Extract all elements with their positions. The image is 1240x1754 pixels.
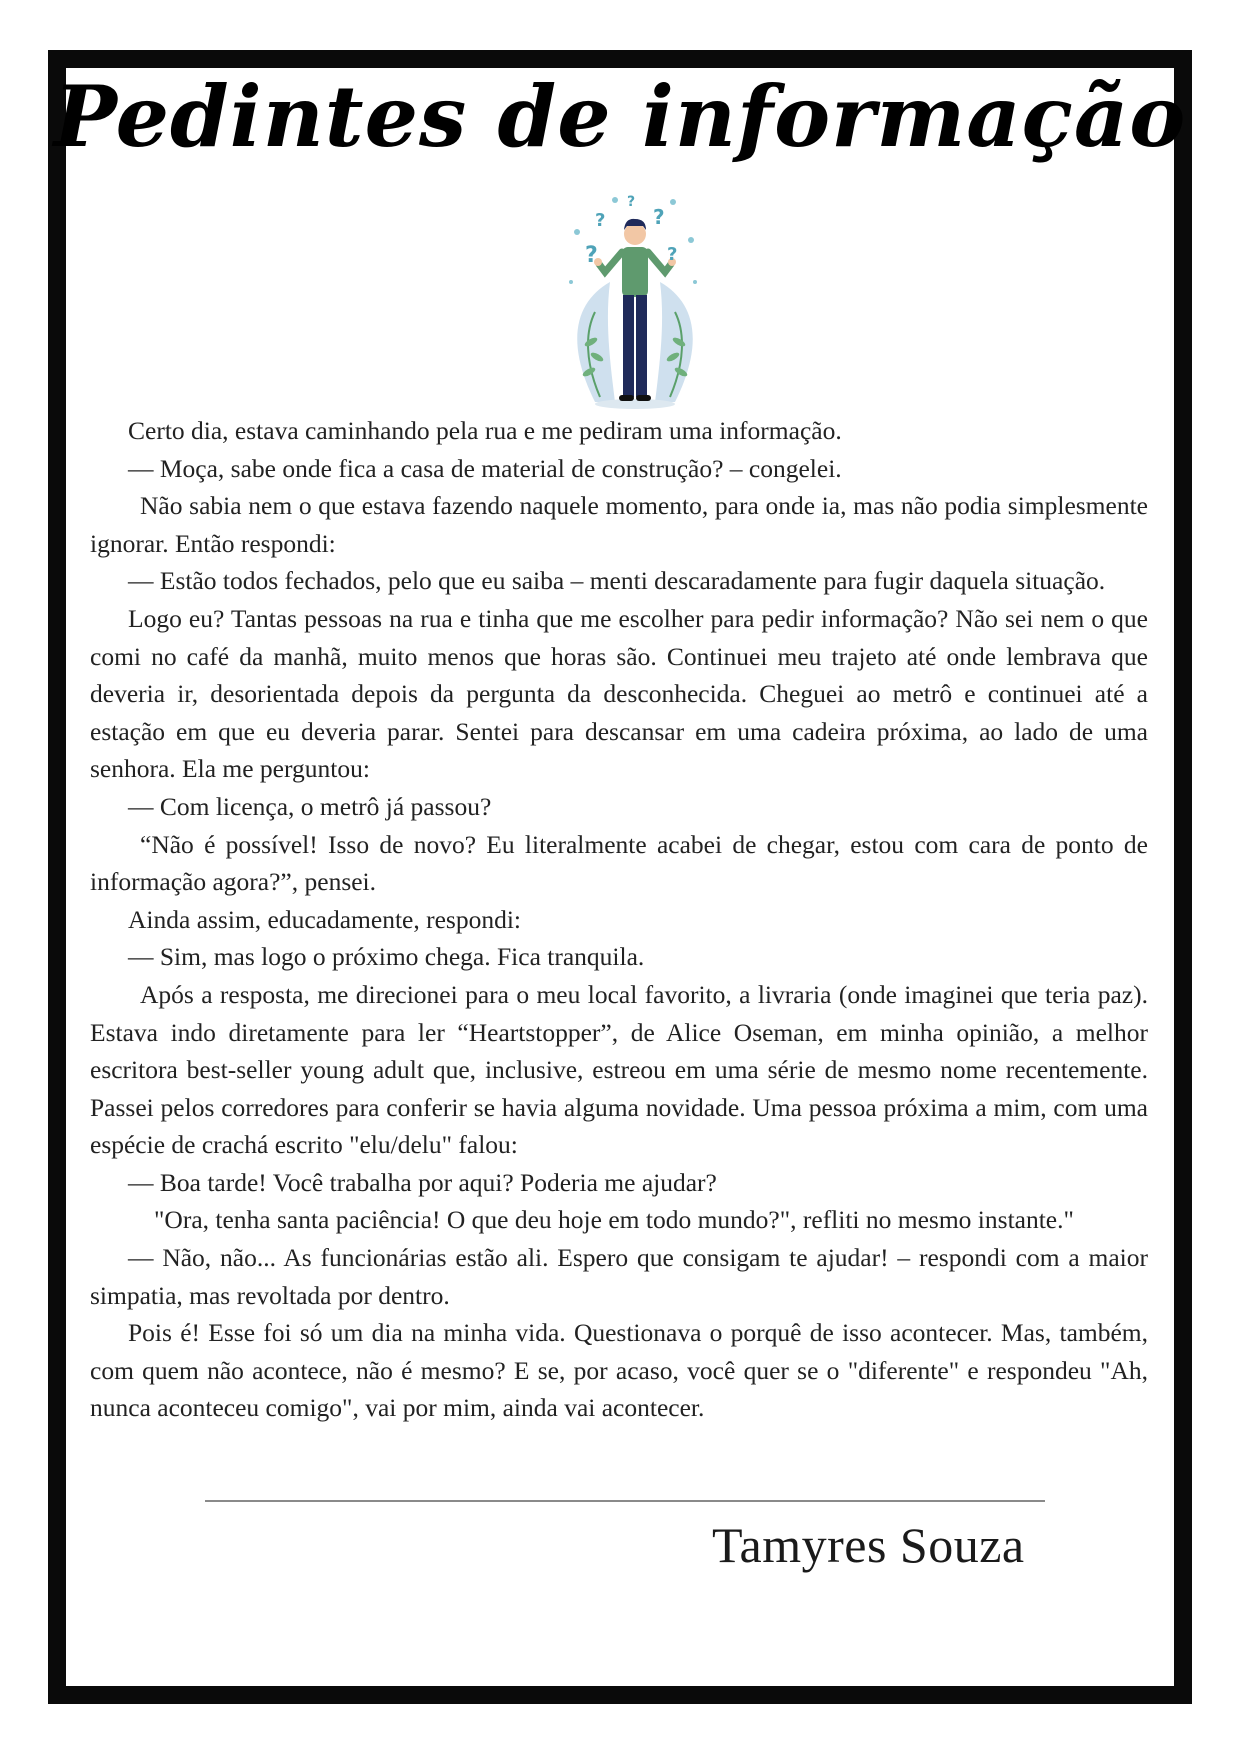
paragraph: Logo eu? Tantas pessoas na rua e tinha que me escolher para pedir informação? Não sei nem o que comi no café da manhã, muito menos que horas são. Continuei meu trajeto até onde lembrava que deveria ir, desorientada depois da pergunta da desconhecida. Cheguei ao metrô e continuei até a estação em que eu deveria parar. Sentei para descansar em uma cadeira próxima, ao lado de uma senhora. Ela me perguntou:	[90, 603, 1148, 784]
paragraph: — Não, não... As funcionárias estão ali. Espero que consigam te ajudar! – respondi com a maior simpatia, mas revoltada por dentro.	[90, 1243, 1148, 1310]
paragraph: — Boa tarde! Você trabalha por aqui? Poderia me ajudar?	[128, 1167, 717, 1197]
svg-text:?: ?	[585, 243, 598, 268]
svg-text:?: ?	[627, 194, 636, 210]
paragraph: "Ora, tenha santa paciência! O que deu hoje em todo mundo?", refliti no mesmo instante."	[154, 1205, 1074, 1235]
confused-person-icon	[555, 192, 715, 412]
paragraph: Ainda assim, educadamente, respondi:	[128, 904, 522, 934]
paragraph: — Moça, sabe onde fica a casa de material de construção? – congelei.	[128, 453, 842, 483]
svg-text:?: ?	[653, 205, 665, 229]
story-text	[90, 412, 1148, 1427]
paragraph: — Sim, mas logo o próximo chega. Fica tranquila.	[128, 942, 645, 972]
paragraph: Não sabia nem o que estava fazendo naquele momento, para onde ia, mas não podia simplesmente ignorar. Então respondi:	[90, 491, 1148, 558]
paragraph: — Estão todos fechados, pelo que eu saiba – menti descaradamente para fugir daquela situação.	[128, 566, 1106, 596]
paragraph: “Não é possível! Isso de novo? Eu literalmente acabei de chegar, estou com cara de ponto de informação agora?”, pensei.	[90, 829, 1148, 897]
page-title: Pedintes de informação	[53, 67, 1187, 166]
author-name: Tamyres Souza	[712, 1517, 1025, 1573]
svg-text:?: ?	[595, 210, 606, 231]
paragraph: Certo dia, estava caminhando pela rua e me pediram uma informação.	[128, 416, 842, 445]
paragraph: Pois é! Esse foi só um dia na minha vida. Questionava o porquê de isso acontecer. Mas, também, com quem não acontece, não é mesmo? E se, por acaso, você quer se o "diferente" e respondeu "Ah, nunca aconteceu comigo", vai por mim, ainda vai acontecer.	[90, 1318, 1148, 1423]
paragraph: Após a resposta, me direcionei para o meu local favorito, a livraria (onde imaginei que teria paz). Estava indo diretamente para ler “Heartstopper”, de Alice Oseman, em minha opinião, a melhor escritora best-seller young adult que, inclusive, estreou em uma série de mesmo nome recentemente. Passei pelos corredores para conferir se havia alguma novidade. Uma pessoa próxima a mim, com uma espécie de crachá escrito "elu/delu" falou:	[90, 979, 1148, 1160]
paragraph: — Com licença, o metrô já passou?	[128, 791, 492, 821]
svg-text:?: ?	[667, 244, 678, 265]
signature-line	[205, 1500, 1045, 1502]
